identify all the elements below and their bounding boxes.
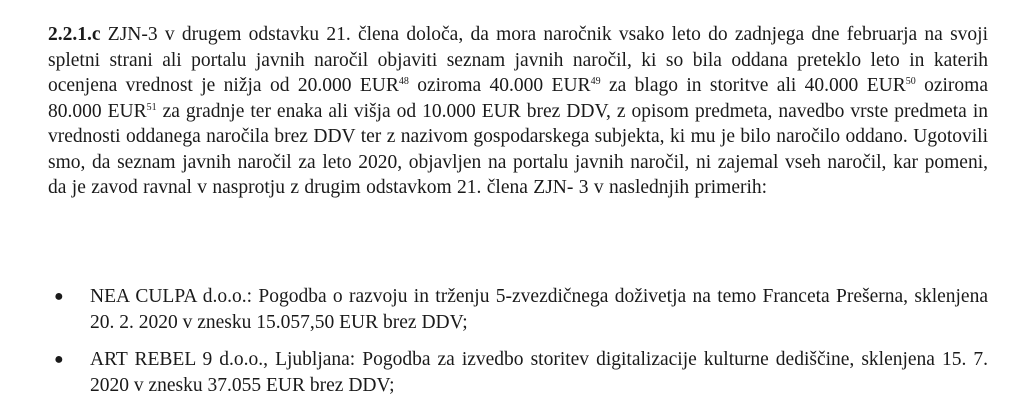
bullet-icon: ●	[54, 351, 64, 368]
list-item	[48, 284, 988, 335]
paragraph-text-2: oziroma 40.000 EUR	[408, 75, 591, 96]
section-number: 2.2.1.c	[48, 24, 101, 45]
list-item	[48, 347, 988, 398]
paragraph-text-5: za gradnje ter enaka ali višja od 10.000 EUR brez DDV, z opisom predmeta, navedbo vrste predmeta in vrednosti oddanega naročila brez DDV ter z nazivom gospodarskega subjekta, ki mu je bilo naročilo oddano. Ugotovili smo, da seznam javnih naročil za leto 2020, objavljen na portalu javnih naročil, ni zajemal vseh naročil, kar pomeni, da je zavod ravnal v nasprotju z drugim odstavkom 21. člena ZJN- 3 v naslednjih primerih:	[48, 100, 988, 198]
list-item-text: NEA CULPA d.o.o.: Pogodba o razvoju in trženju 5-zvezdičnega doživetja na temo Franceta Prešerna, sklenjena 20. 2. 2020 v znesku 15.057,50 EUR brez DDV;	[90, 286, 988, 333]
footnote-ref-48[interactable]: 48	[398, 76, 409, 87]
footnote-ref-51[interactable]: 51	[146, 101, 157, 113]
bullet-icon: ●	[54, 288, 64, 305]
paragraph-text-4: oziroma 80.000 EUR	[48, 75, 988, 122]
footnote-ref-49[interactable]: 49	[590, 76, 601, 87]
paragraph-text-1: ZJN-3 v drugem odstavku 21. člena določa, da mora naročnik vsako leto do zadnjega dne februarja na svoji spletni strani ali portalu javnih naročil objaviti seznam javnih naročil, ki so bila oddana preteklo leto in katerih ocenjena vrednost je nižja od 20.000 EUR	[48, 24, 988, 96]
body-paragraph	[48, 22, 988, 201]
list-item-text: ART REBEL 9 d.o.o., Ljubljana: Pogodba za izvedbo storitev digitalizacije kulturne dediščine, sklenjena 15. 7. 2020 v znesku 37.055 EUR brez DDV;	[90, 349, 988, 396]
paragraph-text-3: za blago in storitve ali 40.000 EUR	[600, 75, 906, 96]
footnote-ref-50[interactable]: 50	[905, 76, 916, 87]
bullet-list	[48, 284, 988, 410]
